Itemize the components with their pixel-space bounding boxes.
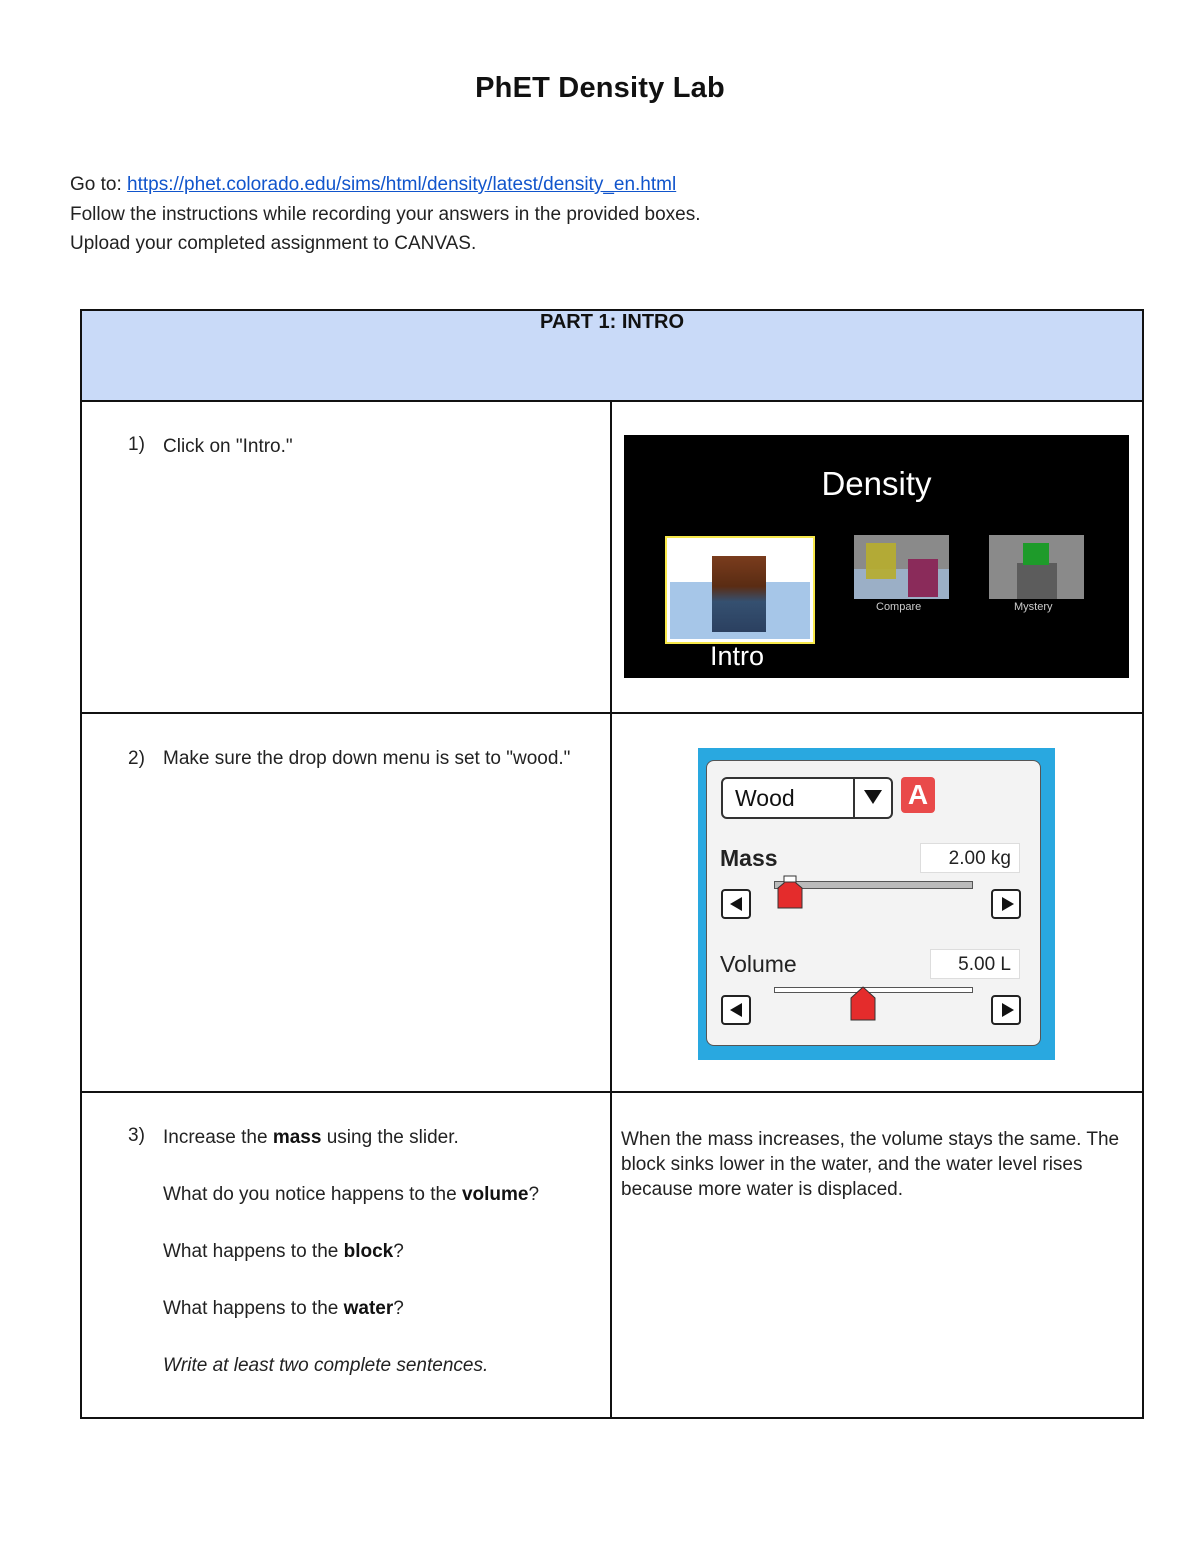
mystery-screen-button[interactable] <box>989 535 1084 599</box>
page-title: PhET Density Lab <box>475 72 725 104</box>
question-line: What happens to the water? <box>163 1298 404 1319</box>
volume-decrease-button[interactable] <box>721 995 751 1025</box>
volume-label: Volume <box>720 951 797 977</box>
volume-value: 5.00 L <box>930 949 1020 979</box>
mass-slider-thumb[interactable] <box>777 875 803 909</box>
goto-label: Go to: <box>70 174 128 195</box>
mass-increase-button[interactable] <box>991 889 1021 919</box>
sim-home-screenshot-cell <box>611 401 1143 713</box>
question-number: 3) <box>128 1125 145 1146</box>
compare-screen-label: Compare <box>876 601 922 613</box>
purple-block-icon <box>908 559 938 597</box>
question-line: What do you notice happens to the volume? <box>163 1184 540 1205</box>
answer-cell[interactable] <box>611 1092 1143 1418</box>
question-text <box>163 1119 603 1404</box>
block-controls-panel <box>706 760 1041 1046</box>
sim-controls-screenshot-cell <box>611 713 1143 1092</box>
green-block-icon <box>1023 543 1049 565</box>
lab-table <box>80 309 1144 1419</box>
question-cell-3 <box>81 1092 611 1418</box>
answer-text: When the mass increases, the volume stays the same. The block sinks lower in the water, and the water level rises because more water is displaced. <box>621 1129 1120 1200</box>
intro-screen-label: Intro <box>710 641 765 671</box>
question-line: Write at least two complete sentences. <box>163 1355 489 1376</box>
question-line: Increase the mass using the slider. <box>163 1127 459 1148</box>
volume-slider-thumb[interactable] <box>850 985 876 1023</box>
block-a-badge: A <box>901 777 935 813</box>
intro-text <box>70 170 700 259</box>
sim-home-screen <box>624 435 1129 678</box>
material-dropdown[interactable] <box>721 777 893 819</box>
mass-decrease-button[interactable] <box>721 889 751 919</box>
arrow-left-icon <box>730 897 742 911</box>
wood-block-icon <box>712 556 766 632</box>
sim-title: Density <box>821 465 932 502</box>
mass-slider-track[interactable] <box>774 881 973 889</box>
instruction-line: Follow the instructions while recording your answers in the provided boxes. <box>70 203 701 225</box>
mystery-screen-label: Mystery <box>1014 601 1053 613</box>
arrow-right-icon <box>1002 1003 1014 1017</box>
intro-screen-button[interactable] <box>665 536 815 644</box>
yellow-block-icon <box>866 543 896 579</box>
scale-icon <box>1017 563 1057 599</box>
part-header: PART 1: INTRO <box>81 310 1143 401</box>
arrow-right-icon <box>1002 897 1014 911</box>
mass-label: Mass <box>720 845 778 871</box>
material-value: Wood <box>735 785 795 811</box>
arrow-left-icon <box>730 1003 742 1017</box>
question-text: Click on "Intro." <box>163 436 293 457</box>
compare-screen-button[interactable] <box>854 535 949 599</box>
question-number: 2) <box>128 748 145 769</box>
goto-line <box>70 170 700 200</box>
sim-controls-screenshot <box>698 748 1055 1060</box>
question-line: What happens to the block? <box>163 1241 404 1262</box>
volume-increase-button[interactable] <box>991 995 1021 1025</box>
question-number: 1) <box>128 434 145 455</box>
upload-line: Upload your completed assignment to CANVAS. <box>70 233 477 254</box>
question-text: Make sure the drop down menu is set to "wood." <box>163 748 571 769</box>
question-cell-1 <box>81 401 611 713</box>
question-cell-2 <box>81 713 611 1092</box>
sim-url-link[interactable]: https://phet.colorado.edu/sims/html/density/latest/density_en.html <box>127 174 677 195</box>
chevron-down-icon <box>864 790 882 804</box>
mass-value: 2.00 kg <box>920 843 1020 873</box>
